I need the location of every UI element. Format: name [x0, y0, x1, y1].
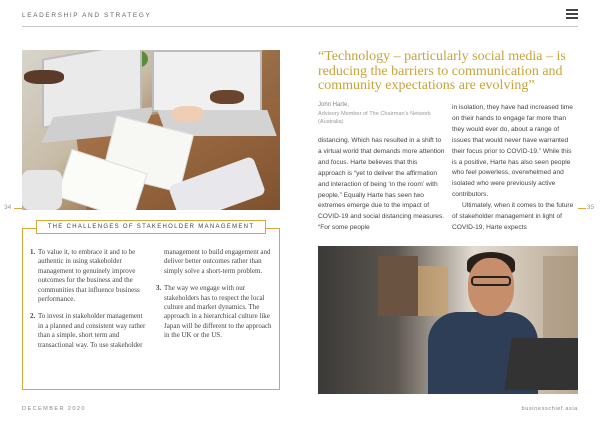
- quote-attribution-name: John Harte,: [318, 102, 350, 108]
- challenges-column-1: [30, 248, 146, 358]
- smiling-man-laptop-photo: [318, 246, 578, 394]
- page-number-left: 34: [4, 204, 12, 211]
- footer-site[interactable]: businesschief.asia: [521, 406, 578, 412]
- header-divider: [22, 26, 578, 27]
- laptops-meeting-photo: [22, 50, 280, 210]
- article-paragraph: Ultimately, when it comes to the future of stakeholder management in light of COVID-19, Harte expects: [452, 202, 574, 231]
- pull-quote: “Technology – particularly social media – is reducing the barriers to communication and community expectations are evolving”: [318, 49, 566, 93]
- list-item: 3. The way we engage with our stakeholders has to respect the local culture and market dynamics. The approach in a hierarchical culture like Japan will be different to the approach in the UK or the US.: [156, 284, 272, 340]
- list-item-continuation: management to build engagement and deliver better outcomes rather than simply solve a short-term problem.: [164, 248, 271, 275]
- hamburger-menu-icon[interactable]: [566, 9, 578, 19]
- article-column-2: [452, 103, 578, 234]
- article-paragraph: in isolation, they have had increased time on their hands to engage far more than they would ever do, about a range of issues that would never have warranted their focus prior to COVID-19.” While this is a positive, Harte has also seen people who feel powerless, overwhelmed and isolated who were previously active contributors.: [452, 104, 573, 199]
- list-item: 1. To value it, to embrace it and to be authentic in using stakeholder management to genuinely improve outcomes for the business and the communities that influence business performance.: [30, 248, 140, 304]
- quote-attribution-role: Advisory Member of The Chairman’s Network (Australia): [318, 111, 431, 125]
- challenges-column-2: [156, 248, 274, 349]
- page-marker-right: [578, 208, 586, 209]
- list-item: 2. To invest in stakeholder management in a planned and consistent way rather than a simple, short term and transactional way. To use stakeholder: [30, 312, 146, 349]
- footer-date: DECEMBER 2020: [22, 406, 86, 412]
- section-label: LEADERSHIP AND STRATEGY: [22, 12, 152, 19]
- page-marker-left: [14, 208, 22, 209]
- article-column-1: distancing. Which has resulted in a shift to a virtual world that demands more attention and focus. Harte believes that this approach is “yet to deliver the affirmation and interaction of being ‘in the room’ with people.” Equally Harte has seen two extremes emerge due to the impact of COVID-19 and social distancing measures. “For some people: [318, 137, 445, 232]
- challenges-box-title: THE CHALLENGES OF STAKEHOLDER MANAGEMENT: [36, 220, 266, 234]
- page-number-right: 35: [586, 204, 594, 211]
